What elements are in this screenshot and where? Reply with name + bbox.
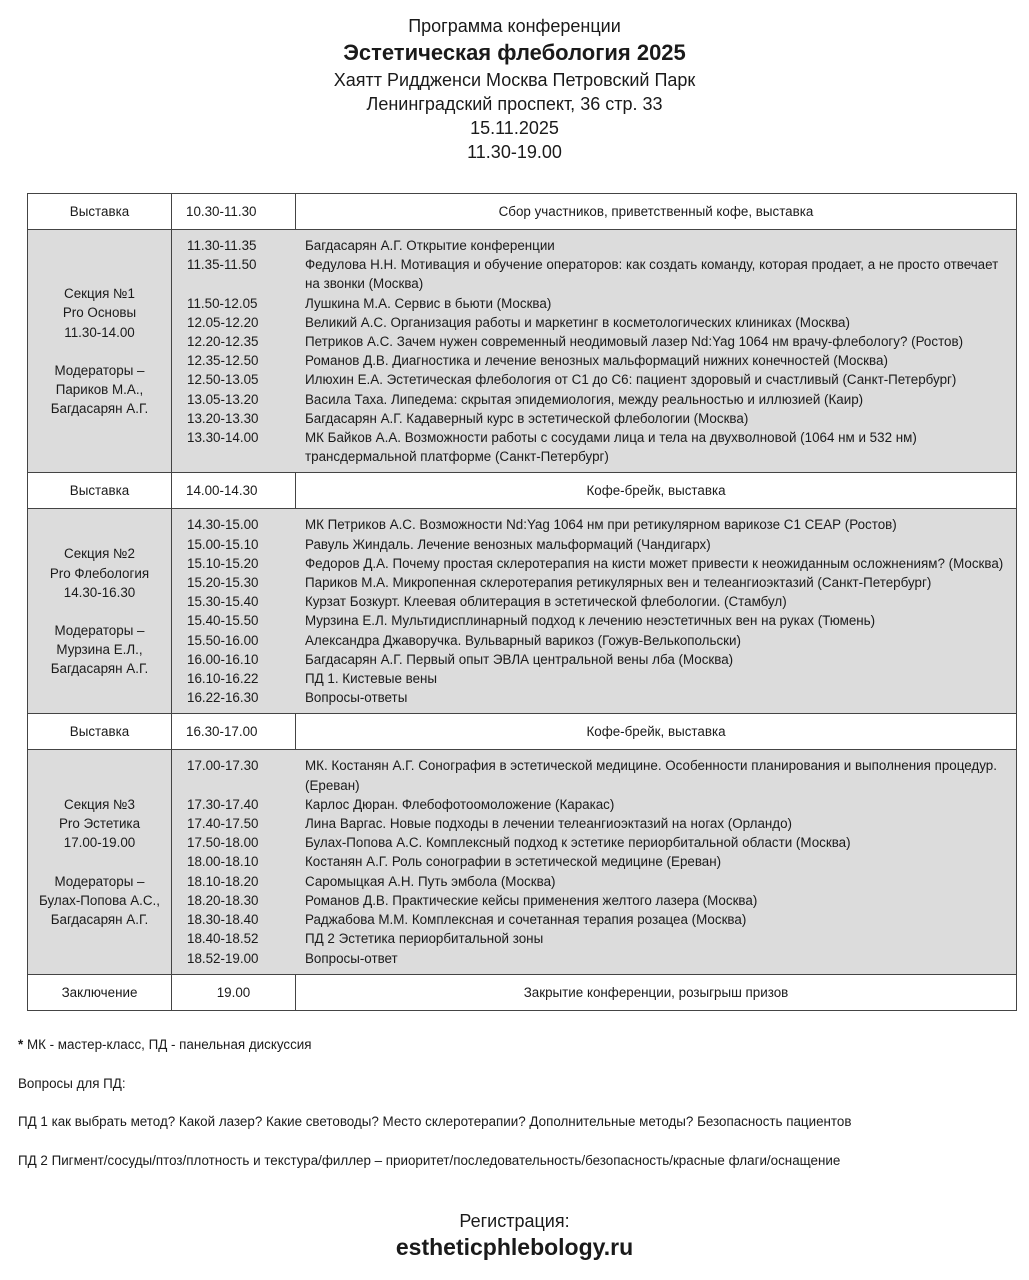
list-item — [173, 255, 1015, 293]
list-item — [173, 535, 1015, 554]
section-row-3 — [28, 750, 1017, 974]
row-label: Заключение — [28, 974, 172, 1010]
item-time: 15.50-16.00 — [187, 632, 259, 648]
moderators-label: Модераторы – — [54, 622, 145, 638]
list-item — [173, 795, 1015, 814]
item-text: Васила Таха. Липедема: скрытая эпидемиология, между реальностью и иллюзией (Каир) — [305, 391, 864, 407]
section-name: Секция №3 — [64, 796, 135, 812]
item-text: Лушкина М.А. Сервис в бьюти (Москва) — [305, 295, 552, 311]
list-item — [173, 631, 1015, 650]
registration-label: Регистрация: — [459, 1211, 570, 1231]
row-time: 10.30-11.30 — [172, 194, 296, 230]
item-text: МК Байков А.А. Возможности работы с сосудами лица и тела на двухволновой (1064 нм и 532 нм) трансдермальной платформе (Санкт-Петербург) — [305, 430, 917, 465]
list-item — [173, 573, 1015, 592]
item-text: ПД 2 Эстетика периорбитальной зоны — [305, 931, 544, 947]
list-item — [173, 236, 1015, 255]
section-topic: Pro Основы — [62, 305, 137, 321]
item-time: 12.05-12.20 — [187, 314, 259, 330]
moderator: Мурзина Е.Л., — [56, 642, 143, 658]
moderator: Багдасарян А.Г. — [50, 911, 149, 927]
row-text: Кофе-брейк, выставка — [296, 714, 1017, 750]
table-row — [28, 473, 1017, 509]
item-time: 12.50-13.05 — [187, 372, 259, 388]
section-row-1 — [28, 230, 1017, 473]
item-time: 12.20-12.35 — [187, 334, 259, 350]
row-text: Сбор участников, приветственный кофе, выставка — [296, 194, 1017, 230]
list-item — [173, 688, 1015, 707]
section-topic: Pro Эстетика — [58, 816, 141, 832]
list-item — [173, 949, 1015, 968]
item-time: 18.52-19.00 — [187, 950, 259, 966]
list-item — [173, 872, 1015, 891]
item-text: Лина Варгас. Новые подходы в лечении телеангиоэктазий на ногах (Орландо) — [305, 816, 793, 832]
item-time: 17.30-17.40 — [187, 796, 259, 812]
list-item — [173, 669, 1015, 688]
item-time: 18.30-18.40 — [187, 912, 259, 928]
item-time: 18.00-18.10 — [187, 854, 259, 870]
list-item — [173, 554, 1015, 573]
page-header — [0, 14, 1029, 164]
item-text: Булах-Попова А.С. Комплексный подход к эстетике периорбитальной области (Москва) — [305, 835, 851, 851]
list-item — [173, 650, 1015, 669]
moderator: Багдасарян А.Г. — [50, 401, 149, 417]
item-text: Федоров Д.А. Почему простая склеротерапия на кисти может привести к неожиданным осложнениям? (Москва) — [305, 555, 1004, 571]
section-time: 17.00-19.00 — [63, 835, 136, 851]
item-text: Карлос Дюран. Флебофотоомоложение (Каракас) — [305, 796, 615, 812]
moderator: Париков М.А., — [55, 381, 144, 397]
item-time: 18.20-18.30 — [187, 892, 259, 908]
conference-date: 15.11.2025 — [470, 118, 559, 138]
item-time: 17.40-17.50 — [187, 816, 259, 832]
list-item — [173, 891, 1015, 910]
address: Ленинградский проспект, 36 стр. 33 — [366, 94, 663, 114]
item-text: Романов Д.В. Практические кейсы применения желтого лазера (Москва) — [305, 892, 758, 908]
item-text: Багдасарян А.Г. Кадаверный курс в эстетической флебологии (Москва) — [305, 410, 749, 426]
item-text: Вопросы-ответ — [305, 950, 398, 966]
section-time: 14.30-16.30 — [63, 584, 136, 600]
program-label: Программа конференции — [408, 16, 621, 36]
row-text: Кофе-брейк, выставка — [296, 473, 1017, 509]
list-item — [173, 852, 1015, 871]
table-row — [28, 714, 1017, 750]
item-text: Багдасарян А.Г. Первый опыт ЭВЛА центральной вены лба (Москва) — [305, 651, 734, 667]
section-name: Секция №1 — [64, 286, 135, 302]
section-items — [172, 230, 1017, 473]
item-time: 13.05-13.20 — [187, 391, 259, 407]
list-item — [173, 756, 1015, 794]
row-time: 19.00 — [172, 974, 296, 1010]
item-time: 11.50-12.05 — [187, 295, 258, 311]
moderators-label: Модераторы – — [54, 362, 145, 378]
item-time: 11.35-11.50 — [187, 257, 257, 273]
item-time: 15.00-15.10 — [187, 536, 259, 552]
list-item — [173, 332, 1015, 351]
item-time: 13.30-14.00 — [187, 430, 259, 446]
item-text: ПД 1. Кистевые вены — [305, 671, 438, 687]
item-text: Великий А.С. Организация работы и маркетинг в косметологических клиниках (Москва) — [305, 314, 850, 330]
row-time: 16.30-17.00 — [172, 714, 296, 750]
item-text: Романов Д.В. Диагностика и лечение венозных мальформаций нижних конечностей (Москва) — [305, 353, 888, 369]
section-topic: Pro Флебология — [49, 565, 150, 581]
list-item — [173, 833, 1015, 852]
registration-link[interactable]: estheticphlebology.ru — [395, 1234, 634, 1260]
section-label — [28, 750, 172, 974]
list-item — [173, 370, 1015, 389]
program-table — [27, 193, 1017, 1011]
conference-time: 11.30-19.00 — [467, 142, 562, 162]
item-text: Федулова Н.Н. Мотивация и обучение операторов: как создать команду, которая продает, а не просто отвечает на звонки (Москва) — [305, 257, 999, 292]
section-time: 11.30-14.00 — [64, 324, 135, 340]
list-item — [173, 428, 1015, 466]
footnote — [18, 1037, 312, 1052]
list-item — [173, 929, 1015, 948]
item-time: 15.10-15.20 — [187, 555, 259, 571]
item-text: Багдасарян А.Г. Открытие конференции — [305, 238, 555, 253]
section-items — [172, 509, 1017, 714]
item-time: 15.20-15.30 — [187, 575, 259, 591]
item-time: 15.40-15.50 — [187, 613, 259, 629]
item-text: Александра Джаворучка. Вульварный варикоз (Гожув-Велькопольски) — [305, 632, 741, 648]
item-time: 16.10-16.22 — [187, 671, 259, 687]
pd2-questions: ПД 2 Пигмент/сосуды/птоз/плотность и текстура/филлер – приоритет/последовательность/безопасность/красные флаги/оснащение — [18, 1153, 841, 1168]
list-item — [173, 515, 1015, 534]
item-text: Илюхин Е.А. Эстетическая флебология от С1 до С6: пациент здоровый и счастливый (Санкт-Петербург) — [305, 372, 957, 388]
table-row — [28, 974, 1017, 1010]
item-time: 16.22-16.30 — [187, 690, 259, 706]
list-item — [173, 351, 1015, 370]
item-text: МК Петриков А.С. Возможности Nd:Yag 1064 нм при ретикулярном варикозе С1 СЕАР (Ростов) — [305, 517, 897, 533]
item-time: 13.20-13.30 — [187, 410, 259, 426]
item-time: 12.35-12.50 — [187, 353, 259, 369]
item-time: 17.00-17.30 — [187, 758, 259, 774]
footnote-star: * — [18, 1037, 24, 1052]
item-time: 18.40-18.52 — [187, 931, 259, 947]
list-item — [173, 313, 1015, 332]
item-text: Мурзина Е.Л. Мультидисплинарный подход к лечению неэстетичных вен на руках (Тюмень) — [305, 613, 876, 629]
section-label — [28, 230, 172, 473]
list-item — [173, 592, 1015, 611]
list-item — [173, 611, 1015, 630]
item-text: Костанян А.Г. Роль сонографии в эстетической медицине (Ереван) — [305, 854, 722, 870]
item-time: 18.10-18.20 — [187, 873, 259, 889]
moderator: Багдасарян А.Г. — [50, 661, 149, 677]
moderators-label: Модераторы – — [54, 873, 145, 889]
item-text: Петриков А.С. Зачем нужен современный неодимовый лазер Nd:Yag 1064 нм врачу-флебологу? (Ростов) — [305, 334, 964, 350]
item-time: 11.30-11.35 — [187, 238, 257, 253]
footnote-text: МК - мастер-класс, ПД - панельная дискуссия — [23, 1037, 312, 1052]
conference-title: Эстетическая флебология 2025 — [343, 40, 686, 65]
row-text: Закрытие конференции, розыгрыш призов — [296, 974, 1017, 1010]
item-time: 14.30-15.00 — [187, 517, 259, 533]
row-label: Выставка — [28, 194, 172, 230]
pd1-questions: ПД 1 как выбрать метод? Какой лазер? Какие световоды? Место склеротерапии? Дополнительные методы? Безопасность пациентов — [18, 1114, 852, 1129]
item-text: Курзат Бозкурт. Клеевая облитерация в эстетической флебологии. (Стамбул) — [305, 594, 787, 610]
list-item — [173, 294, 1015, 313]
table-row — [28, 194, 1017, 230]
item-text: Равуль Жиндаль. Лечение венозных мальформаций (Чандигарх) — [305, 536, 711, 552]
row-label: Выставка — [28, 473, 172, 509]
moderator: Булах-Попова А.С., — [39, 892, 160, 908]
item-time: 17.50-18.00 — [187, 835, 259, 851]
item-text: МК. Костанян А.Г. Сонография в эстетической медицине. Особенности планирования и выполнения процедур. (Ереван) — [305, 758, 997, 793]
item-text: Париков М.А. Микропенная склеротерапия ретикулярных вен и телеангиоэктазий (Санкт-Петербург) — [305, 575, 932, 591]
list-item — [173, 910, 1015, 929]
section-name: Секция №2 — [64, 546, 135, 562]
item-text: Раджабова М.М. Комплексная и сочетанная терапия розацеа (Москва) — [305, 912, 747, 928]
section-items — [172, 750, 1017, 974]
list-item — [173, 409, 1015, 428]
item-text: Саромыцкая А.Н. Путь эмбола (Москва) — [305, 873, 556, 889]
list-item — [173, 390, 1015, 409]
section-row-2 — [28, 509, 1017, 714]
section-label — [28, 509, 172, 714]
row-label: Выставка — [28, 714, 172, 750]
venue: Хаятт Риддженси Москва Петровский Парк — [333, 70, 696, 90]
item-time: 16.00-16.10 — [187, 651, 259, 667]
item-time: 15.30-15.40 — [187, 594, 259, 610]
row-time: 14.00-14.30 — [172, 473, 296, 509]
list-item — [173, 814, 1015, 833]
questions-title: Вопросы для ПД: — [18, 1076, 126, 1091]
item-text: Вопросы-ответы — [305, 690, 408, 706]
